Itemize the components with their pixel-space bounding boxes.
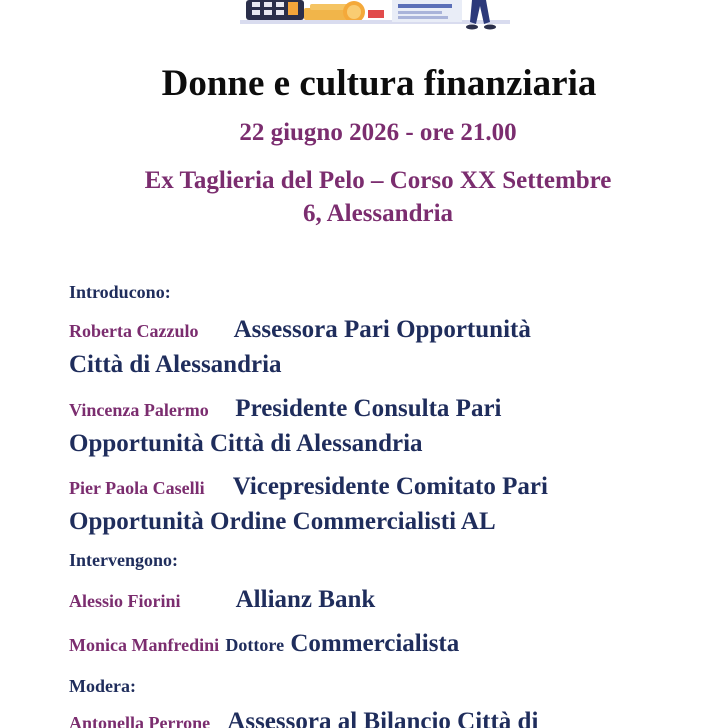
speaker-name: Vincenza Palermo <box>69 400 209 420</box>
speaker-name: Roberta Cazzulo <box>69 321 199 341</box>
speaker-role: Allianz Bank <box>235 586 376 613</box>
speaker-title-prefix: Dottore <box>225 635 285 655</box>
speaker-name: Pier Paola Caselli <box>69 478 205 498</box>
speaker-name: Alessio Fiorini <box>69 591 181 611</box>
speaker-role: Commercialista <box>290 630 460 657</box>
speaker-name: Antonella Perrone <box>69 713 211 728</box>
speaker-role: Assessora Pari Opportunità <box>233 316 531 343</box>
speaker-entry-perrone <box>69 705 719 728</box>
speaker-name: Monica Manfredini <box>69 635 220 655</box>
speaker-entry-caselli <box>69 470 719 539</box>
document-icon <box>392 0 462 22</box>
person-icon <box>466 0 496 30</box>
section-introducono: Introducono: <box>69 282 171 302</box>
event-date-time: 22 giugno 2026 - ore 21.00 <box>239 119 517 146</box>
finance-illustration <box>240 0 510 32</box>
section-intervengono: Intervengono: <box>69 550 178 570</box>
venue-line-2: 6, Alessandria <box>302 200 454 227</box>
speaker-role: Assessora al Bilancio Città di <box>227 708 539 728</box>
speaker-entry-palermo <box>69 392 719 461</box>
calculator-icon <box>246 0 304 20</box>
venue-line-1: Ex Taglieria del Pelo – Corso XX Settembre <box>144 167 612 194</box>
speaker-entry-cazzulo <box>69 313 719 382</box>
speaker-role-continued: Città di Alessandria <box>69 351 282 378</box>
event-title: Donne e cultura finanziaria <box>161 63 597 104</box>
speaker-entry-fiorini <box>69 583 719 618</box>
speaker-role: Vicepresidente Comitato Pari <box>232 473 548 500</box>
speaker-entry-manfredini <box>69 627 719 662</box>
event-venue <box>0 164 728 230</box>
coins-icon <box>304 1 384 23</box>
section-modera: Modera: <box>69 676 136 696</box>
speaker-role: Presidente Consulta Pari <box>235 395 502 422</box>
speaker-role-continued: Opportunità Ordine Commercialisti AL <box>69 508 496 535</box>
speaker-role-continued: Opportunità Città di Alessandria <box>69 430 423 457</box>
